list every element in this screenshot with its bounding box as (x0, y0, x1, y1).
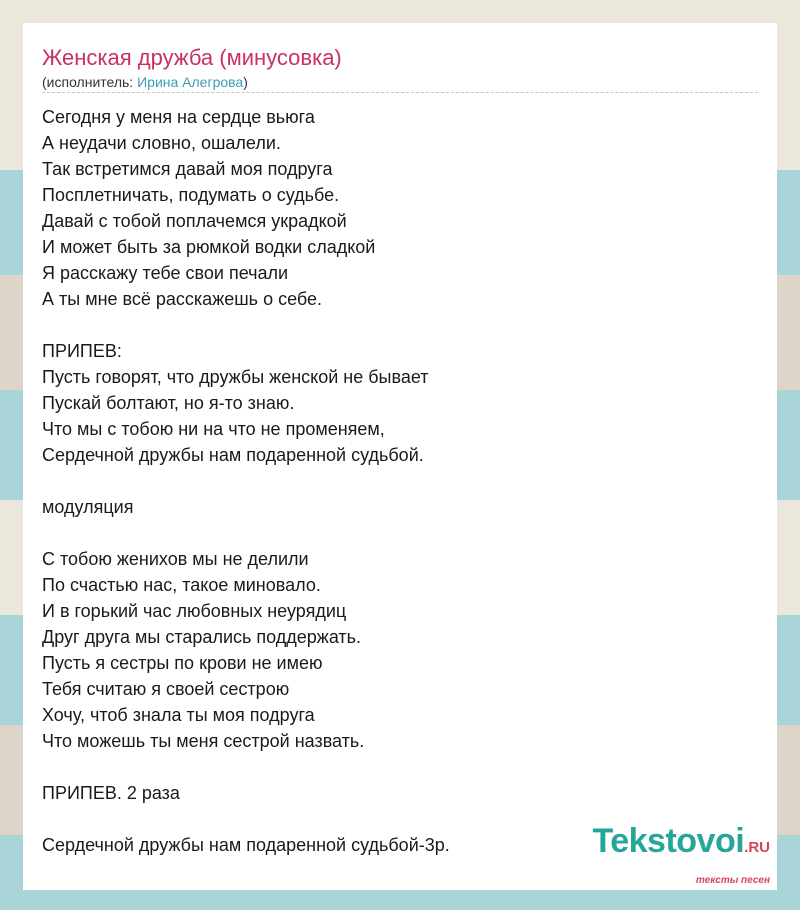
lyric-line (42, 468, 450, 494)
lyric-line: Что можешь ты меня сестрой назвать. (42, 731, 365, 751)
lyric-line: Так встретимся давай моя подруга (42, 159, 333, 179)
lyrics-text (42, 104, 450, 858)
byline-suffix: ) (243, 74, 248, 90)
logo-wordmark: Tekstovoi (592, 822, 745, 860)
lyric-line: Что мы с тобою ни на что не променяем, (42, 419, 385, 439)
lyric-line (42, 754, 450, 780)
dashed-divider (42, 92, 758, 93)
byline-prefix: (исполнитель: (42, 74, 138, 90)
lyric-line: Пускай болтают, но я-то знаю. (42, 393, 295, 413)
song-title: Женская дружба (минусовка) (42, 45, 342, 70)
lyric-line: Хочу, чтоб знала ты моя подруга (42, 705, 315, 725)
site-logo[interactable] (592, 822, 770, 861)
lyric-line: Тебя считаю я своей сестрою (42, 679, 290, 699)
lyric-line: С тобою женихов мы не делили (42, 549, 309, 569)
lyric-line: По счастью нас, такое миновало. (42, 575, 321, 595)
lyric-line: И может быть за рюмкой водки сладкой (42, 237, 376, 257)
lyric-line: модуляция (42, 497, 134, 517)
lyric-line: Пусть я сестры по крови не имею (42, 653, 323, 673)
lyric-line: Давай с тобой поплачемся украдкой (42, 211, 347, 231)
logo-tld: .RU (744, 839, 770, 856)
lyric-line: А ты мне всё расскажешь о себе. (42, 289, 323, 309)
lyric-line: ПРИПЕВ. 2 раза (42, 783, 180, 803)
lyric-line: Я расскажу тебе свои печали (42, 263, 289, 283)
artist-link[interactable]: Ирина Алегрова (137, 74, 244, 90)
lyric-line: ПРИПЕВ: (42, 341, 122, 361)
lyric-line: А неудачи словно, ошалели. (42, 133, 281, 153)
lyric-line: Пусть говорят, что дружбы женской не бывает (42, 367, 429, 387)
lyric-line: Сегодня у меня на сердце вьюга (42, 107, 315, 127)
artist-byline (42, 74, 248, 90)
lyrics-card (23, 23, 777, 890)
lyric-line: И в горький час любовных неурядиц (42, 601, 347, 621)
lyric-line (42, 520, 450, 546)
lyric-line (42, 312, 450, 338)
lyric-line: Друг друга мы старались поддержать. (42, 627, 362, 647)
lyric-line (42, 806, 450, 832)
logo-tagline: тексты песен (695, 875, 770, 886)
lyric-line: Сердечной дружбы нам подаренной судьбой. (42, 445, 424, 465)
lyric-line: Сердечной дружбы нам подаренной судьбой-3р. (42, 835, 450, 855)
lyric-line: Посплетничать, подумать о судьбе. (42, 185, 340, 205)
